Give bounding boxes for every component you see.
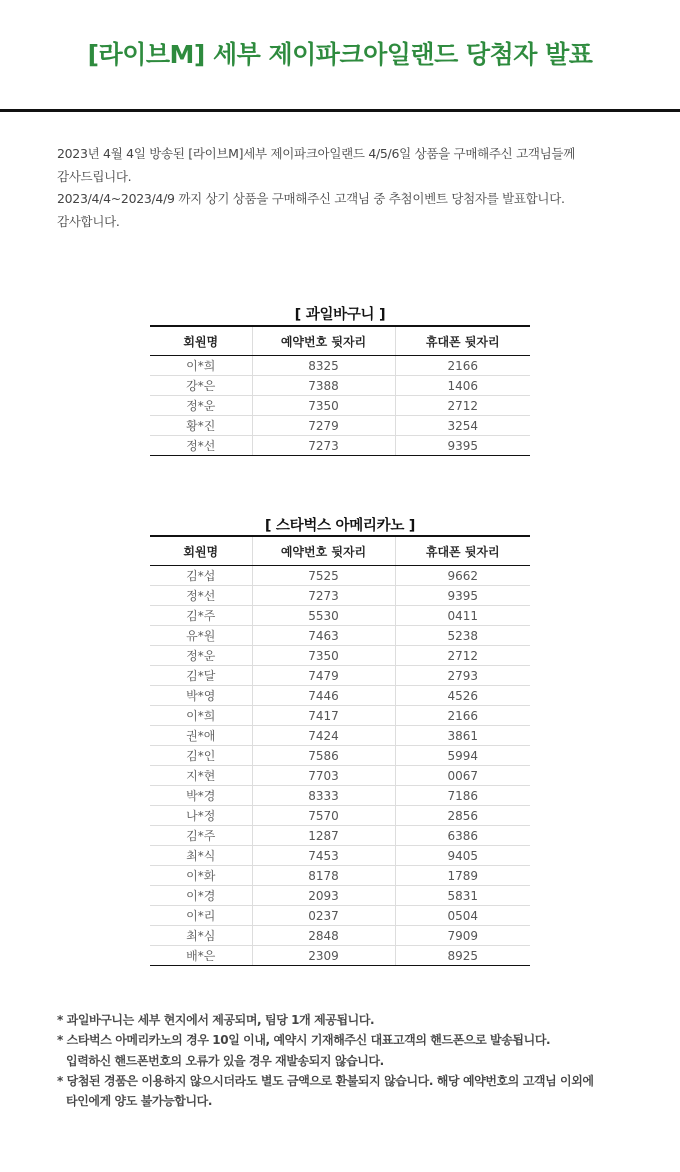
- member-name-cell: 지*현: [150, 766, 252, 786]
- member-name-cell: 권*애: [150, 726, 252, 746]
- starbucks-rows: [150, 566, 530, 966]
- notice-item: * 당첨된 경품은 이용하지 않으시더라도 별도 금액으로 환불되지 않습니다. 해당 예약번호의 고객님 이외에 타인에게 양도 불가능합니다.: [57, 1073, 594, 1109]
- table-row: [150, 726, 530, 746]
- reservation-number-cell: 2093: [252, 886, 395, 906]
- phone-number-cell: 2712: [395, 646, 530, 666]
- member-name-cell: 정*선: [150, 436, 252, 456]
- column-header-member-name: 회원명: [150, 536, 252, 566]
- phone-number-cell: 9395: [395, 436, 530, 456]
- phone-number-cell: 3861: [395, 726, 530, 746]
- table-row: [150, 766, 530, 786]
- reservation-number-cell: 8178: [252, 866, 395, 886]
- reservation-number-cell: 0237: [252, 906, 395, 926]
- phone-number-cell: 0411: [395, 606, 530, 626]
- table-row: [150, 396, 530, 416]
- table-row: [150, 786, 530, 806]
- column-header-member-name: 회원명: [150, 326, 252, 356]
- phone-number-cell: 5831: [395, 886, 530, 906]
- table-header-row: [150, 536, 530, 566]
- table-row: [150, 886, 530, 906]
- reservation-number-cell: 7273: [252, 436, 395, 456]
- member-name-cell: 강*은: [150, 376, 252, 396]
- member-name-cell: 이*희: [150, 356, 252, 376]
- column-header-phone-number: 휴대폰 뒷자리: [395, 326, 530, 356]
- phone-number-cell: 3254: [395, 416, 530, 436]
- member-name-cell: 정*운: [150, 646, 252, 666]
- member-name-cell: 이*경: [150, 886, 252, 906]
- phone-number-cell: 0067: [395, 766, 530, 786]
- table-row: [150, 436, 530, 456]
- member-name-cell: 김*주: [150, 826, 252, 846]
- reservation-number-cell: 8325: [252, 356, 395, 376]
- table-row: [150, 826, 530, 846]
- member-name-cell: 유*원: [150, 626, 252, 646]
- table-row: [150, 666, 530, 686]
- phone-number-cell: 2712: [395, 396, 530, 416]
- reservation-number-cell: 2848: [252, 926, 395, 946]
- reservation-number-cell: 7273: [252, 586, 395, 606]
- intro-text: [57, 143, 637, 233]
- table-row: [150, 416, 530, 436]
- starbucks-title: [ 스타벅스 아메리카노 ]: [264, 518, 416, 535]
- table-row: [150, 686, 530, 706]
- table-row: [150, 906, 530, 926]
- member-name-cell: 배*은: [150, 946, 252, 966]
- table-row: [150, 866, 530, 886]
- fruit-basket-table: [150, 325, 530, 456]
- phone-number-cell: 2793: [395, 666, 530, 686]
- table-header-row: [150, 326, 530, 356]
- table-row: [150, 746, 530, 766]
- page-title: [라이브M] 세부 제이파크아일랜드 당첨자 발표: [87, 39, 593, 69]
- phone-number-cell: 7909: [395, 926, 530, 946]
- reservation-number-cell: 7350: [252, 396, 395, 416]
- reservation-number-cell: 7417: [252, 706, 395, 726]
- reservation-number-cell: 7570: [252, 806, 395, 826]
- reservation-number-cell: 7350: [252, 646, 395, 666]
- phone-number-cell: 6386: [395, 826, 530, 846]
- intro-line: 2023년 4월 4일 방송된 [라이브M]세부 제이파크아일랜드 4/5/6일 상품을 구매해주신 고객님들께: [57, 146, 575, 161]
- phone-number-cell: 8925: [395, 946, 530, 966]
- notice-list: [57, 1010, 657, 1111]
- table-row: [150, 376, 530, 396]
- phone-number-cell: 2856: [395, 806, 530, 826]
- table-row: [150, 566, 530, 586]
- phone-number-cell: 4526: [395, 686, 530, 706]
- table-row: [150, 586, 530, 606]
- reservation-number-cell: 7279: [252, 416, 395, 436]
- table-row: [150, 646, 530, 666]
- member-name-cell: 정*선: [150, 586, 252, 606]
- fruit-basket-rows: [150, 356, 530, 456]
- reservation-number-cell: 7479: [252, 666, 395, 686]
- member-name-cell: 박*영: [150, 686, 252, 706]
- notice-item: * 스타벅스 아메리카노의 경우 10일 이내, 예약시 기재해주신 대표고객의 핸드폰으로 발송됩니다. 입력하신 핸드폰번호의 오류가 있을 경우 재발송되지 않습니다.: [57, 1033, 551, 1068]
- member-name-cell: 이*리: [150, 906, 252, 926]
- reservation-number-cell: 7463: [252, 626, 395, 646]
- reservation-number-cell: 7424: [252, 726, 395, 746]
- table-row: [150, 806, 530, 826]
- reservation-number-cell: 7446: [252, 686, 395, 706]
- intro-line: 2023/4/4~2023/4/9 까지 상기 상품을 구매해주신 고객님 중 추첨이벤트 당첨자를 발표합니다.: [57, 191, 565, 206]
- table-row: [150, 926, 530, 946]
- phone-number-cell: 9395: [395, 586, 530, 606]
- phone-number-cell: 7186: [395, 786, 530, 806]
- reservation-number-cell: 8333: [252, 786, 395, 806]
- member-name-cell: 이*희: [150, 706, 252, 726]
- reservation-number-cell: 7586: [252, 746, 395, 766]
- reservation-number-cell: 2309: [252, 946, 395, 966]
- member-name-cell: 최*식: [150, 846, 252, 866]
- reservation-number-cell: 1287: [252, 826, 395, 846]
- table-row: [150, 846, 530, 866]
- reservation-number-cell: 5530: [252, 606, 395, 626]
- table-row: [150, 706, 530, 726]
- table-row: [150, 606, 530, 626]
- member-name-cell: 정*운: [150, 396, 252, 416]
- phone-number-cell: 1406: [395, 376, 530, 396]
- notice-item: * 과일바구니는 세부 현지에서 제공되며, 팀당 1개 제공됩니다.: [57, 1013, 375, 1027]
- column-header-reservation-number: 예약번호 뒷자리: [252, 326, 395, 356]
- member-name-cell: 박*경: [150, 786, 252, 806]
- phone-number-cell: 5238: [395, 626, 530, 646]
- phone-number-cell: 9405: [395, 846, 530, 866]
- reservation-number-cell: 7453: [252, 846, 395, 866]
- intro-line: 감사합니다.: [57, 213, 120, 229]
- member-name-cell: 김*주: [150, 606, 252, 626]
- reservation-number-cell: 7703: [252, 766, 395, 786]
- phone-number-cell: 9662: [395, 566, 530, 586]
- member-name-cell: 이*화: [150, 866, 252, 886]
- phone-number-cell: 5994: [395, 746, 530, 766]
- fruit-basket-title: [ 과일바구니 ]: [294, 307, 386, 324]
- column-header-reservation-number: 예약번호 뒷자리: [252, 536, 395, 566]
- table-row: [150, 356, 530, 376]
- member-name-cell: 김*달: [150, 666, 252, 686]
- member-name-cell: 김*섭: [150, 566, 252, 586]
- column-header-phone-number: 휴대폰 뒷자리: [395, 536, 530, 566]
- phone-number-cell: 0504: [395, 906, 530, 926]
- member-name-cell: 김*인: [150, 746, 252, 766]
- phone-number-cell: 2166: [395, 706, 530, 726]
- member-name-cell: 나*정: [150, 806, 252, 826]
- table-row: [150, 946, 530, 966]
- page-header: [0, 0, 680, 112]
- intro-line: 감사드립니다.: [57, 168, 132, 184]
- phone-number-cell: 2166: [395, 356, 530, 376]
- table-row: [150, 626, 530, 646]
- member-name-cell: 황*진: [150, 416, 252, 436]
- member-name-cell: 최*심: [150, 926, 252, 946]
- reservation-number-cell: 7388: [252, 376, 395, 396]
- starbucks-table: [150, 535, 530, 966]
- phone-number-cell: 1789: [395, 866, 530, 886]
- reservation-number-cell: 7525: [252, 566, 395, 586]
